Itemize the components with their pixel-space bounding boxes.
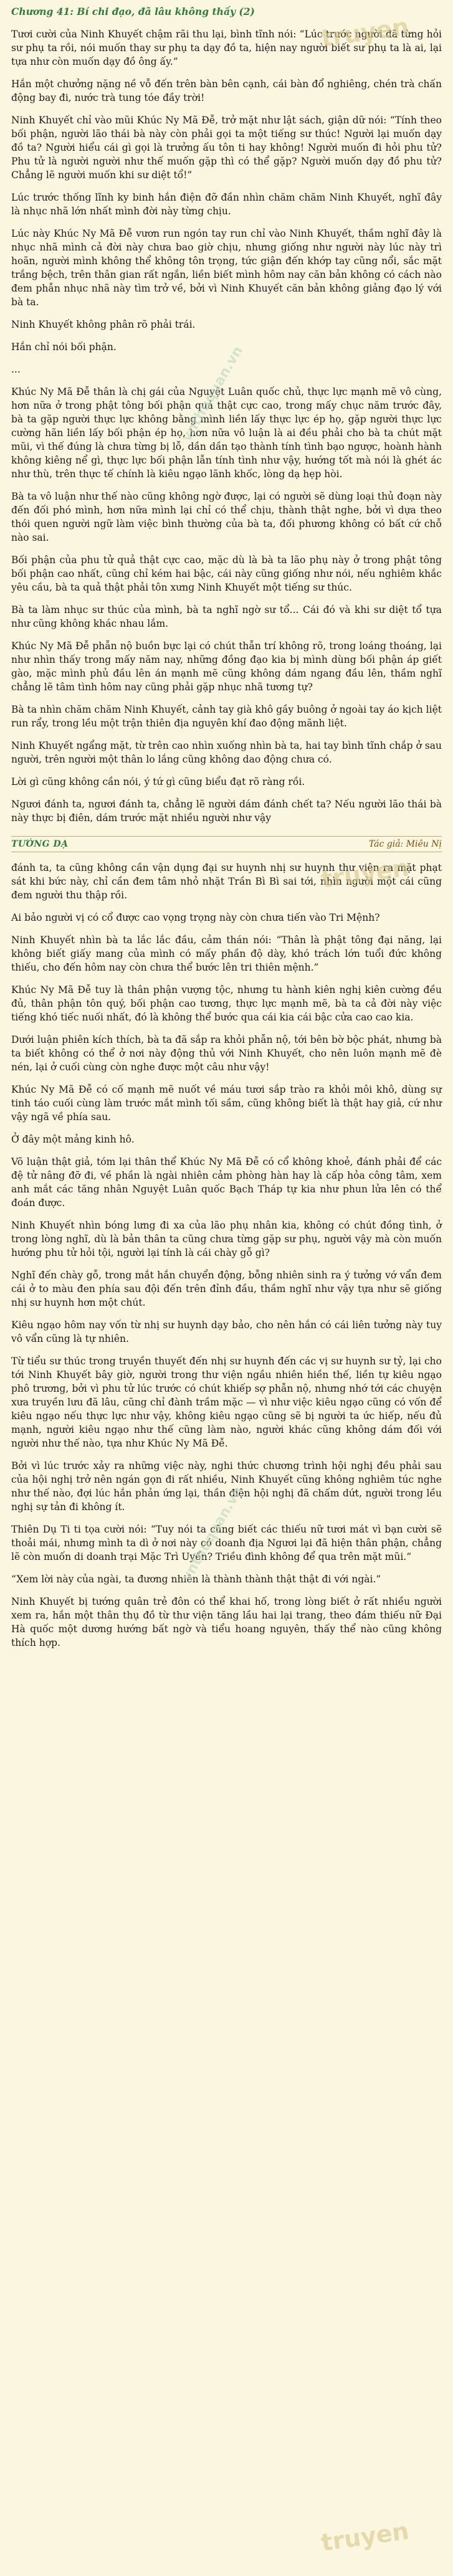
paragraph: “Xem lời này của ngài, ta đương nhiên là thành thành thật thật đi với ngài.” bbox=[11, 1574, 381, 1585]
chapter-title: Chương 41: Bí chi đạo, đã lâu không thấy (2) bbox=[11, 6, 255, 17]
paragraph: Bối phận của phu tử quả thật cực cao, mặc dù là bà ta lão phụ này ở trong phật tông bối phận cao nhất, cũng chỉ kém hai bậc, cái này cũng giống như nói, nếu nghiêm khắc yêu cầu, bà ta quả thật phải tôn xưng Ninh Khuyết một tiếng sư thúc. bbox=[11, 554, 442, 593]
book-author: Tác giả: Miêu Nị bbox=[368, 839, 442, 849]
paragraph: Tươi cười của Ninh Khuyết chậm rãi thu lại, bình tĩnh nói: “Lúc trước người đã từng hỏi sư phụ ta rồi, nói muốn thay sư phụ ta dạy đồ ta, hiện nay người biết sư phụ ta là ai, lại tựa như còn muốn dạy đồ ông ấy.” bbox=[11, 29, 442, 67]
paragraph: Võ luận thật giả, tóm lại thân thể Khúc Ny Mã Đễ có cổ không khoẻ, đánh phải để các đệ tử nâng đỡ đi, về phần là ngài nhiên cảm phòng hàn hay là cấp hỏa công tâm, xem anh mắt các tăng nhân Nguyệt Luân quốc Bạch Tháp tự kia như phun lửa lên có thể đoán được. bbox=[11, 1156, 442, 1209]
watermark-url-2: vnthuquan.vn bbox=[179, 1483, 246, 1585]
paragraph: Ai bảo người vị có cổ được cao vọng trọng này còn chưa tiến vào Tri Mệnh? bbox=[11, 912, 380, 923]
paragraph: Bà ta vô luận như thế nào cũng không ngờ được, lại có người sẽ dùng loại thủ đoạn này đến đối phó mình, hơn nữa mình lại chỉ có thể chịu, thành thật nghe, bởi vì dựa theo thói quen người ngữ làm việc bình thường của bà ta, đối phương không có bất cứ chỗ nào sai. bbox=[11, 491, 442, 543]
paragraph: Khúc Ny Mã Đễ thân là chị gái của Nguyệt Luân quốc chủ, thực lực mạnh mẽ vô cùng, hơn nữa ở trong phật tông bối phận quả thật cực cao, trong mấy chục năm trước đây, bà ta gặp người thực lực không bằng mình liền lấy thực lực ép họ, gặp người thực lực cường hãn liền lấy bối phận ép họ, hơn nữa vô luận là ai đều phải cho bà ta chút mặt mũi, vì thế đúng là chưa từng bị lỗ, dần dần tạo thành tính tình bạo ngược, hoành hành không kiêng nể gì, thực lực bối phận lẫn tính tình như vậy, hướng tốt mà nói là ghét ác như thù, trên thực tế chính là kiêu ngạo lãnh khốc, lòng dạ hẹp hòi. bbox=[11, 386, 442, 480]
watermark-url: vnthuquan.vn bbox=[179, 343, 246, 445]
watermark-logo-2: truyen bbox=[320, 853, 411, 893]
paragraph: ... bbox=[11, 364, 21, 375]
watermark-logo-3: truyen bbox=[320, 2517, 411, 2557]
paragraph: Khúc Ny Mã Đễ có cố mạnh mẽ nuốt về máu tươi sắp trào ra khỏi môi khô, dùng sự tinh táo cuối cùng làm trước mắt mình tối sầm, cũng không biết là thật hay giả, cứ như vậy ngã về phía sau. bbox=[11, 1084, 442, 1123]
paragraph: Ngươi đánh ta, ngươi đánh ta, chẳng lẽ người dám đánh chết ta? Nếu người lão thái bà này thực bị điên, dám trước mặt nhiều người như vậy bbox=[11, 799, 442, 824]
paragraph: Bà ta nhìn chăm chăm Ninh Khuyết, cảnh tay già khô gầy buông ở ngoài tay áo kịch liệt run rẩy, trong lều một trận thiên địa nguyên khí đao động mãnh liệt. bbox=[11, 704, 442, 729]
paragraph: Lúc này Khúc Ny Mã Đễ vươn run ngón tay run chỉ vào Ninh Khuyết, thầm nghĩ đây là nhục nhã mình cả đời này chưa bao giờ chịu, nhưng giống như người này lúc này trì hoãn, người mình không thể không tôn trọng, tức giận đến khớp tay cũng nổi, sắc mặt trắng bệch, trên thân gian rất ngắn, liền biết mình hôm nay căn bản không có cách nào đem phẫn nhục nhã này tìm trở về, bởi vì Ninh Khuyết căn bản không giảng đạo lý với bà ta. bbox=[11, 228, 442, 308]
book-title: TƯỚNG DẠ bbox=[11, 839, 69, 849]
paragraph: Ninh Khuyết nhìn bà ta lắc lắc đầu, cảm thán nói: “Thân là phật tông đại năng, lại không biết giấy mang của mình có mấy phần độ dày, khó trách lớn tuổi đức không thiếu, cho đến hôm nay còn chưa thể bước lên tri thiên mệnh.” bbox=[11, 934, 442, 973]
paragraph: Bà ta làm nhục sư thúc của mình, bà ta nghĩ ngờ sư tổ... Cái đó và khi sư diệt tổ tựa như cũng không khác nhau lắm. bbox=[11, 604, 442, 629]
book-header bbox=[11, 836, 442, 852]
paragraph: Ninh Khuyết nhìn bóng lưng đi xa của lão phụ nhân kia, không có chút đồng tình, ở trong lòng nghĩ, dù là bản thân ta cũng chưa từng gặp sư phụ, người vậy mà còn muốn hướng phu tử hỏi tội, người lại tính là cái chày gỗ gì? bbox=[11, 1220, 442, 1258]
text-section-2 bbox=[11, 861, 442, 1650]
paragraph: Khúc Ny Mã Đễ phẫn nộ buồn bực lại có chút thẫn trí không rõ, trong loáng thoáng, lại như nhìn thấy trong mấy năm nay, những đồng đạo kia bị mình dùng bối phận áp giết gào, mặc mình phủ đầu lên án mạnh mẽ cũng không dám ngang đầu lên, thầm nghĩ chẳng lẽ tâm tình hôm nay cũng phải gặp nhục nhã tương tự? bbox=[11, 640, 442, 693]
paragraph: Hắn chỉ nói bối phận. bbox=[11, 341, 117, 353]
paragraph: Khúc Ny Mã Đễ tuy là thân phận vượng tộc, nhưng tu hành kiên nghị kiên cường đều đủ, thân phận tôn quý, bối phận cao tương, thực lực mạnh mẽ, bà ta cả đời này việc tiếng khó tiếc nuối nhất, đó là không thể bước qua cái kia cái bậc cửa cao cao kia. bbox=[11, 984, 442, 1023]
paragraph: Từ tiểu sư thúc trong truyền thuyết đến nhị sư huynh đến các vị sư huynh sư tỷ, lại cho tới Ninh Khuyết bây giờ, người trong thư viện ngầu nhiên hiền thế, liền tự kiêu ngạo phô trương, bởi vì phu tử lúc trước có chút khiếp sợ phẫn nộ, nhưng nhớ tới các chuyện xưa truyền lưu đã lâu, cũng chỉ đành trầm mặc — vì như việc kiêu ngạo cũng có vốn để kiêu ngạo nếu thực lực như vậy, không kiêu ngạo cũng sẽ bị người ta ức hiếp, nếu đủ mạnh, người kiêu ngạo như thế cũng làm nào, người khác cũng không dám đối với người như thế nào, tựa như Khúc Ny Mã Đễ. bbox=[11, 1356, 442, 1449]
paragraph: Ninh Khuyết bị tướng quân trẻ đôn có thể khai hố, trong lòng biết ở rất nhiều người xem ra, hắn một thân thụ đồ từ thư viện tăng lầu hai lại trang, theo đám thiếu nữ Đại Hà quốc một dương hướng bất ngờ và tiểu hoang nguyên, thấy thể nào cũng không thích hợp. bbox=[11, 1596, 442, 1648]
paragraph: Ninh Khuyết ngẩng mặt, từ trên cao nhìn xuống nhìn bà ta, hai tay bình tĩnh chắp ở sau người, trên người một thân lo lắng cũng không dao động chưa có. bbox=[11, 740, 442, 765]
paragraph: Kiêu ngạo hôm nay vốn từ nhị sư huynh dạy bảo, cho nên hắn có cái liên tưởng này tuy vô vẩn cũng là tự nhiên. bbox=[11, 1319, 442, 1344]
paragraph: Ninh Khuyết không phân rõ phải trái. bbox=[11, 319, 196, 330]
paragraph: Hắn một chưởng nặng nề vỗ đến trên bàn bên cạnh, cái bàn đổ nghiêng, chén trà chấn động bay đi, nước trà tung tóe đầy trời! bbox=[11, 78, 442, 103]
paragraph: Dưới luận phiên kích thích, bà ta đã sắp ra khỏi phẫn nộ, tới bên bờ bộc phát, nhưng bà ta biết không có thể ở nơi này động thủ với Ninh Khuyết, cho nên luôn mạnh mẽ đè nén, lại ở cuối cùng còn nghe được một câu như vậy! bbox=[11, 1034, 442, 1073]
paragraph: Ở đây một mảng kinh hô. bbox=[11, 1134, 135, 1145]
text-section-1 bbox=[11, 27, 442, 825]
paragraph: Nghĩ đến chày gỗ, trong mắt hắn chuyển động, bỗng nhiên sinh ra ý tưởng vớ vẩn đem cái ở to màu đen phía sau đội đến trên đỉnh đầu, thầm nghĩ như vậy tựa như sẽ giống nhị sư huynh hơn một chút. bbox=[11, 1270, 442, 1308]
paragraph: Lời gì cũng không cần nói, ý tứ gì cũng biểu đạt rõ ràng rồi. bbox=[11, 776, 305, 787]
paragraph: Bởi vì lúc trước xảy ra những việc này, nghi thức chương trình hội nghị đều phải sau của hội nghị trở nên ngán gọn đi rất nhiều, Ninh Khuyết cũng không nghiêm túc nghe như thế nào, đợi lúc hắn phản ứng lại, thần điện hội nghị đã chấm dứt, người trong lều nghị sự tản đi không ít. bbox=[11, 1460, 442, 1513]
watermark-logo: truyen bbox=[320, 12, 411, 52]
paragraph: Thiên Dụ Ti ti tọa cười nói: “Tuy nói ta cũng biết các thiếu nữ tươi mát vì bạn cười sẽ thoải mái, nhưng mình ta dì ở nơi này có doanh địa Ngươi lại đã hiện thân phận, chẳng lẽ còn muốn di doanh trại Mặc Trì Uyển? Triều đình không để qua trên mặt mũi.” bbox=[11, 1524, 442, 1562]
paragraph: đánh ta, ta cũng không cần vận dụng đại sư huynh nhị sư huynh thư viện ra mặt phạt sát khi bức này, chỉ cần đem tâm nhỏ nhặt Trần Bì Bì sai tới, nhìn người một cái cũng đem người thu thập rồi. bbox=[11, 862, 442, 901]
paragraph: Lúc trước thống lĩnh ky binh hắn điện đỡ đần nhìn chăm chăm Ninh Khuyết, nghĩ đây là nhục nhã lớn nhất mình đời này từng chịu. bbox=[11, 192, 442, 217]
paragraph: Ninh Khuyết chỉ vào mũi Khúc Ny Mã Đễ, trở mặt như lật sách, giận dữ nói: “Tính theo bối phận, người lão thái bà này còn phải gọi ta một tiếng sư thúc! Người lại muốn dạy đồ ta? Người hiểu cái gì gọi là trưởng ấu tôn ti hay không! Người muốn đi hỏi phu tử? Phu tử là người người như thế muốn gặp thì có thể gặp? Người muốn dạy đồ phu tử? Chẳng lẽ người muốn khi sư diệt tổ!” bbox=[11, 115, 442, 181]
